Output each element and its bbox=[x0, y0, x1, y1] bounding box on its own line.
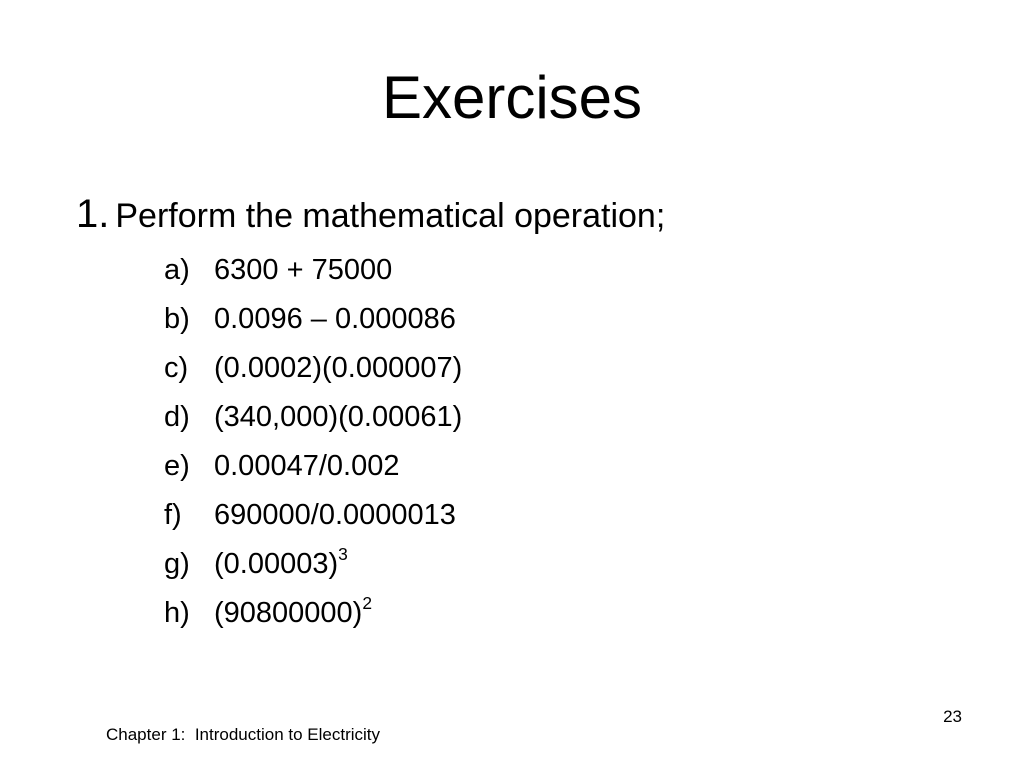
sub-question-expression: (0.0002)(0.000007) bbox=[214, 352, 463, 384]
sub-question-e bbox=[164, 442, 462, 491]
sub-question-expression: 0.0096 – 0.000086 bbox=[214, 303, 456, 335]
sub-question-list bbox=[164, 246, 462, 638]
question-number: 1. bbox=[76, 192, 110, 236]
sub-question-expression: (340,000)(0.00061) bbox=[214, 401, 463, 433]
sub-question-expression: (0.00003) bbox=[214, 548, 339, 580]
sub-question-letter: d) bbox=[164, 401, 190, 433]
slide-title: Exercises bbox=[381, 64, 643, 131]
sub-question-expression: 6300 + 75000 bbox=[214, 254, 393, 286]
page-number: 23 bbox=[943, 707, 962, 726]
question-text: Perform the mathematical operation; bbox=[115, 197, 666, 235]
sub-question-b bbox=[164, 295, 462, 344]
sub-question-letter: g) bbox=[164, 548, 190, 580]
sub-question-letter: e) bbox=[164, 450, 190, 482]
sub-question-expression: (90800000) bbox=[214, 597, 363, 629]
exponent: 3 bbox=[338, 543, 348, 564]
slide-footer: Chapter 1: Introduction to Electricity bbox=[106, 725, 381, 744]
sub-question-g bbox=[164, 540, 462, 589]
sub-question-letter: a) bbox=[164, 254, 190, 286]
sub-question-f bbox=[164, 491, 462, 540]
sub-question-letter: h) bbox=[164, 597, 190, 629]
sub-question-letter: c) bbox=[164, 352, 189, 384]
sub-question-a bbox=[164, 246, 462, 295]
sub-question-h bbox=[164, 589, 462, 638]
question-item bbox=[76, 190, 665, 247]
sub-question-d bbox=[164, 393, 462, 442]
sub-question-letter: b) bbox=[164, 303, 190, 335]
sub-question-expression: 0.00047/0.002 bbox=[214, 450, 400, 482]
sub-question-expression: 690000/0.0000013 bbox=[214, 499, 456, 531]
sub-question-c bbox=[164, 344, 462, 393]
exponent: 2 bbox=[362, 592, 373, 613]
sub-question-letter: f) bbox=[164, 499, 182, 531]
